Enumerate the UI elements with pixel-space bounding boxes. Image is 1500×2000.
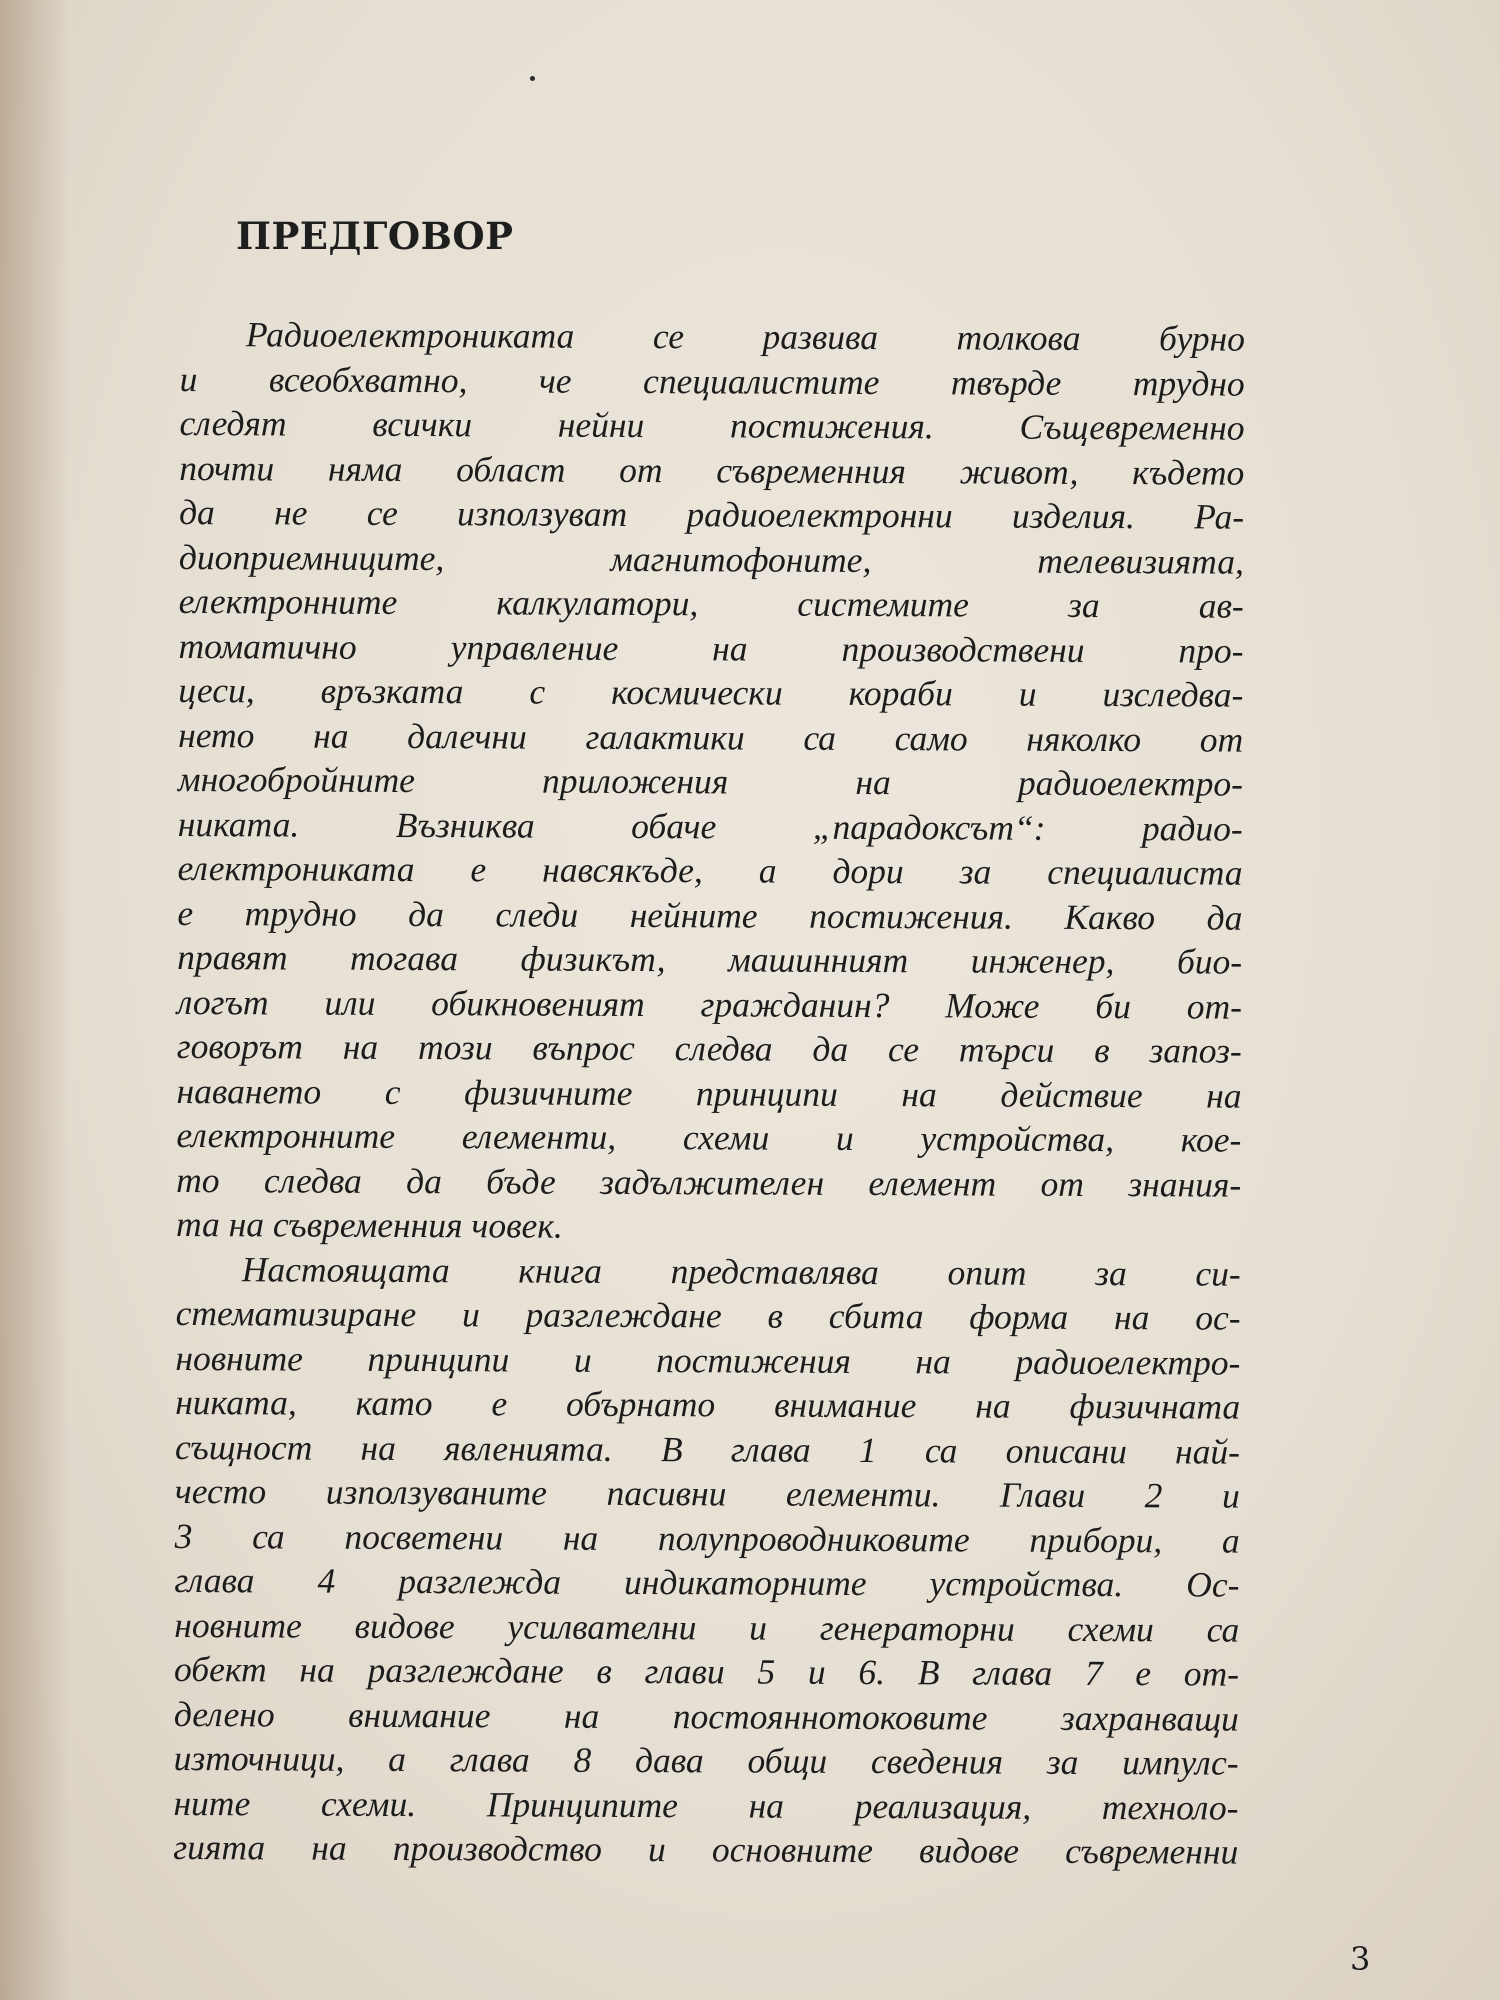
text-line: източници, а глава 8 дава общи сведения за импулс-: [173, 1737, 1239, 1783]
text-line: та на съвременния човек.: [175, 1203, 563, 1246]
text-line: следят всички нейни постижения. Същевременно: [179, 402, 1245, 448]
page-title: ПРЕДГОВОР: [236, 214, 514, 258]
body-text: [173, 312, 1245, 1874]
text-line: обект на разглеждане в глави 5 и 6. В глава 7 е от-: [173, 1648, 1240, 1694]
text-line: електронните калкулатори, системите за ав-: [178, 580, 1244, 626]
text-line: електрониката е навсякъде, а дори за специалиста: [177, 847, 1243, 893]
text-line: същност на явленията. В глава 1 са описани най-: [174, 1426, 1241, 1472]
paragraph: [176, 312, 1245, 1251]
text-line: е трудно да следи нейните постижения. Какво да: [177, 892, 1243, 938]
text-line: електронните елементи, схеми и устройства, кое-: [176, 1114, 1242, 1160]
text-line: то следва да бъде задължителен елемент от знания-: [176, 1159, 1242, 1205]
text-line: да не се използуват радиоелектронни изделия. Ра-: [179, 491, 1245, 537]
text-line: Радиоелектрониката се развива толкова бурно: [245, 314, 1245, 359]
text-line: гията на производство и основните видове съвременни: [173, 1826, 1239, 1872]
text-line: никата. Възниква обаче „парадоксът“: радио-: [177, 803, 1243, 849]
text-line: наването с физичните принципи на действие на: [176, 1070, 1242, 1116]
text-line: делено внимание на постояннотоковите захранващи: [173, 1693, 1239, 1739]
ink-speck: [530, 76, 535, 81]
text-line: и всеобхватно, че специалистите твърде трудно: [179, 358, 1245, 404]
text-line: глава 4 разглежда индикаторните устройства. Ос-: [174, 1559, 1240, 1605]
text-line: диоприемниците, магнитофоните, телевизията,: [178, 536, 1245, 582]
text-line: почти няма област от съвременния живот, където: [179, 447, 1245, 493]
text-line: ните схеми. Принципите на реализация, техноло-: [173, 1782, 1239, 1828]
page-edge-shadow: [0, 0, 70, 2000]
text-line: новните видове усилвателни и генераторни схеми са: [174, 1604, 1240, 1650]
page-number: 3: [1350, 1940, 1371, 1978]
text-line: никата, като е обърнато внимание на физичната: [175, 1381, 1241, 1427]
text-line: нето на далечни галактики са само няколко от: [178, 714, 1244, 760]
text-line: логът или обикновеният гражданин? Може би от-: [176, 981, 1243, 1027]
text-line: томатично управление на производствени про-: [178, 625, 1244, 671]
text-line: цеси, връзката с космически кораби и изследва-: [178, 669, 1244, 715]
text-line: Настоящата книга представлява опит за си-: [241, 1248, 1241, 1294]
text-line: новните принципи и постижения на радиоелектро-: [175, 1337, 1241, 1383]
text-line: многобройните приложения на радиоелектро-: [177, 758, 1244, 804]
text-line: често използуваните пасивни елементи. Глави 2 и: [174, 1470, 1240, 1516]
text-line: правят тогава физикът, машинният инженер, био-: [177, 936, 1243, 982]
paragraph: [173, 1246, 1241, 1874]
text-line: 3 са посветени на полупроводниковите прибори, а: [174, 1515, 1240, 1561]
text-line: стематизиране и разглеждане в сбита форма на ос-: [175, 1292, 1241, 1338]
text-line: говорът на този въпрос следва да се търси в запоз-: [176, 1025, 1242, 1071]
